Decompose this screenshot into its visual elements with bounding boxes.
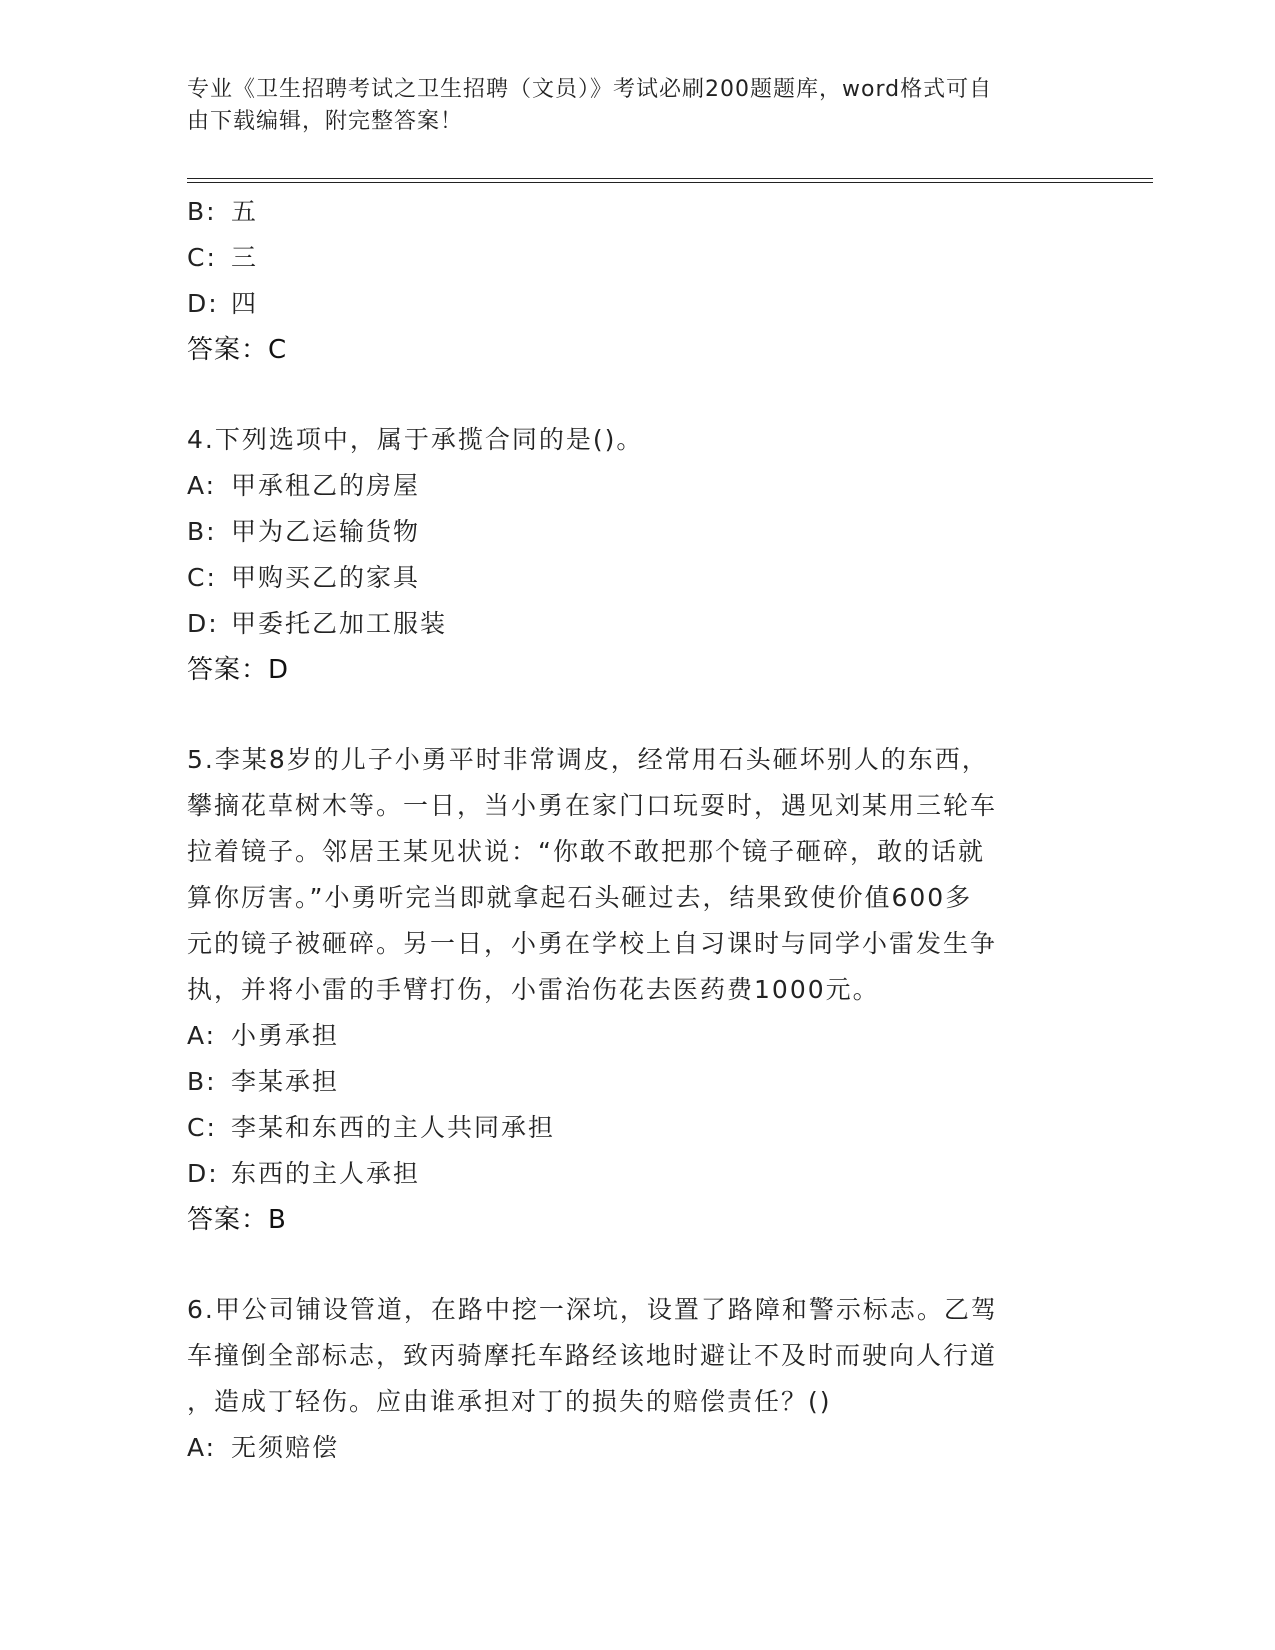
question-3-tail — [187, 189, 1067, 373]
option-text: 五 — [231, 197, 259, 226]
answer-line: 答案：D — [187, 655, 290, 685]
question-stem-line: ，造成丁轻伤。应由谁承担对丁的损失的赔偿责任？() — [187, 1387, 832, 1416]
option-key: D: — [187, 1159, 219, 1188]
option-row — [187, 509, 1067, 555]
question-list — [187, 189, 1067, 1471]
option-text: 小勇承担 — [231, 1021, 340, 1050]
option-key: B: — [187, 1067, 217, 1096]
question-stem-line: 5.李某8岁的儿子小勇平时非常调皮，经常用石头砸坏别人的东西， — [187, 745, 989, 774]
option-key: A: — [187, 1433, 217, 1462]
option-row — [187, 1105, 1067, 1151]
option-key: B: — [187, 517, 217, 546]
question-stem-line: 车撞倒全部标志，致丙骑摩托车路经该地时避让不及时而驶向人行道 — [187, 1341, 998, 1370]
option-row — [187, 1013, 1067, 1059]
option-text: 无须赔偿 — [231, 1433, 340, 1462]
option-row — [187, 555, 1067, 601]
question-stem-line: 6.甲公司铺设管道，在路中挖一深坑，设置了路障和警示标志。乙驾 — [187, 1295, 998, 1324]
option-key: C: — [187, 1113, 217, 1142]
header-divider-bottom — [187, 182, 1153, 183]
option-text: 三 — [231, 243, 259, 272]
question-stem-line: 4.下列选项中，属于承揽合同的是()。 — [187, 425, 644, 454]
question-6 — [187, 1287, 1067, 1471]
option-key: C: — [187, 563, 217, 592]
option-key: A: — [187, 471, 217, 500]
option-row — [187, 1425, 1067, 1471]
header-divider-top — [187, 178, 1153, 179]
option-text: 甲购买乙的家具 — [231, 563, 421, 592]
option-text: 东西的主人承担 — [231, 1159, 421, 1188]
question-gap — [187, 1243, 1067, 1287]
option-row — [187, 189, 1067, 235]
header-title-line-2: 由下载编辑，附完整答案！ — [187, 109, 464, 134]
question-5 — [187, 737, 1067, 1243]
answer-line: 答案：B — [187, 1205, 287, 1235]
option-row — [187, 463, 1067, 509]
option-row — [187, 1059, 1067, 1105]
option-row — [187, 235, 1067, 281]
question-stem-line: 算你厉害。”小勇听完当即就拿起石头砸过去，结果致使价值600多 — [187, 883, 973, 912]
option-row — [187, 281, 1067, 327]
option-key: D: — [187, 289, 219, 318]
question-gap — [187, 693, 1067, 737]
question-stem-line: 执，并将小雷的手臂打伤，小雷治伤花去医药费1000元。 — [187, 975, 880, 1004]
header-title-line-1: 专业《卫生招聘考试之卫生招聘（文员）》考试必刷200题题库，word格式可自 — [187, 77, 993, 102]
option-text: 李某和东西的主人共同承担 — [231, 1113, 556, 1142]
option-row — [187, 601, 1067, 647]
option-text: 四 — [231, 289, 259, 318]
question-stem-line: 攀摘花草树木等。一日，当小勇在家门口玩耍时，遇见刘某用三轮车 — [187, 791, 998, 820]
option-text: 甲为乙运输货物 — [231, 517, 421, 546]
option-key: A: — [187, 1021, 217, 1050]
answer-line: 答案：C — [187, 335, 288, 365]
question-4 — [187, 417, 1067, 693]
option-key: C: — [187, 243, 217, 272]
question-gap — [187, 373, 1067, 417]
document-header — [187, 74, 1067, 138]
question-stem-line: 拉着镜子。邻居王某见状说：“你敢不敢把那个镜子砸碎，敢的话就 — [187, 837, 985, 866]
option-text: 甲承租乙的房屋 — [231, 471, 421, 500]
question-stem-line: 元的镜子被砸碎。另一日，小勇在学校上自习课时与同学小雷发生争 — [187, 929, 998, 958]
option-key: B: — [187, 197, 217, 226]
option-row — [187, 1151, 1067, 1197]
option-text: 李某承担 — [231, 1067, 340, 1096]
option-text: 甲委托乙加工服装 — [231, 609, 448, 638]
option-key: D: — [187, 609, 219, 638]
